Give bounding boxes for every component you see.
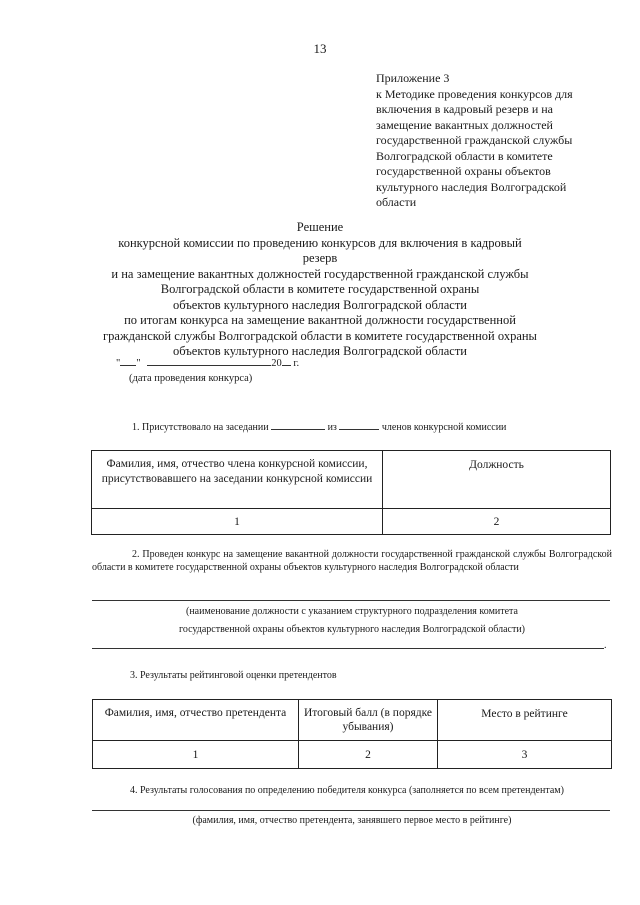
position-name-blank-2[interactable]	[92, 648, 604, 649]
end-mark: .	[604, 640, 607, 651]
title-line: и на замещение вакантных должностей государственной гражданской службы	[111, 266, 529, 281]
section-4-text: 4. Результаты голосования по определению победителя конкурса (заполняется по всем претендентам)	[130, 785, 564, 796]
position-caption-line: (наименование должности с указанием структурного подразделения комитета	[186, 606, 518, 617]
section-1-label: 1. Присутствовало на заседании	[132, 422, 269, 433]
section-2-text	[92, 549, 612, 574]
appendix-line: к Методике проведения конкурсов для	[376, 86, 573, 101]
date-open-quote: "	[116, 358, 121, 369]
appendix-block	[376, 71, 606, 211]
table-number-cell: 1	[93, 741, 299, 769]
month-blank[interactable]	[147, 355, 271, 366]
table-number-cell: 2	[299, 741, 438, 769]
appendix-line: культурного наследия Волгоградской	[376, 179, 567, 194]
title-line: конкурсной комиссии по проведению конкурсов для включения в кадровый резерв	[118, 235, 522, 265]
date-field	[116, 355, 299, 369]
section-3-text: 3. Результаты рейтинговой оценки претендентов	[130, 670, 337, 681]
title-line: по итогам конкурса на замещение вакантной должности государственной	[124, 313, 516, 327]
position-caption-line: государственной охраны объектов культурного наследия Волгоградской области)	[178, 624, 526, 635]
year-blank[interactable]	[282, 355, 291, 366]
total-count-blank[interactable]	[339, 419, 379, 430]
position-name-blank[interactable]	[92, 600, 610, 601]
appendix-line: включения в кадровый резерв и на	[376, 102, 553, 116]
winner-caption: (фамилия, имя, отчество претендента, занявшего первое место в рейтинге)	[192, 815, 512, 826]
appendix-line: государственной гражданской службы	[376, 133, 573, 147]
title-line: объектов культурного наследия Волгоградской области	[173, 344, 467, 358]
commission-members-table	[91, 450, 611, 535]
year-suffix: г.	[293, 358, 300, 369]
year-prefix: 20	[271, 358, 282, 369]
title-heading: Решение	[296, 220, 344, 234]
table-number-cell: 1	[92, 509, 383, 535]
winner-name-blank[interactable]	[92, 810, 610, 811]
appendix-line: области	[376, 195, 417, 209]
table-number-cell: 3	[438, 741, 612, 769]
section-1-text	[132, 419, 506, 433]
date-caption: (дата проведения конкурса)	[129, 373, 253, 384]
present-count-blank[interactable]	[271, 419, 325, 430]
table-header-cell: Должность	[383, 451, 611, 509]
section-2-first: 2. Проведен конкурс на замещение вакантной должности государственной гражданской службы	[132, 549, 546, 560]
position-caption	[92, 603, 612, 639]
rating-table	[92, 699, 612, 769]
date-close-quote: "	[136, 358, 141, 369]
day-blank[interactable]	[120, 355, 136, 366]
document-title	[100, 220, 540, 360]
page-number: 13	[313, 41, 327, 56]
section-1-middle: из	[327, 422, 337, 433]
title-line: Волгоградской области в комитете государственной охраны	[160, 282, 480, 296]
appendix-line: Волгоградской области в комитете	[376, 148, 553, 163]
title-line: гражданской службы Волгоградской области в комитете государственной охраны	[103, 328, 537, 343]
table-header-cell: Фамилия, имя, отчество претендента	[93, 700, 299, 741]
table-header-cell: Место в рейтинге	[438, 700, 612, 741]
table-header-cell: Фамилия, имя, отчество члена конкурсной комиссии, присутствовавшего на заседании конкурсной комиссии	[92, 451, 383, 509]
title-line: объектов культурного наследия Волгоградской области	[173, 297, 467, 312]
appendix-line: Приложение 3	[376, 71, 450, 85]
table-header-cell: Итоговый балл (в порядке убывания)	[299, 700, 438, 741]
appendix-line: государственной охраны объектов	[376, 164, 551, 178]
section-1-after: членов конкурсной комиссии	[381, 422, 507, 433]
table-number-cell: 2	[383, 509, 611, 535]
appendix-line: замещение вакантных должностей	[376, 117, 553, 132]
section-2-rest: Волгоградской области в комитете государственной охраны объектов культурного наследия Волгоградской области	[92, 549, 612, 573]
